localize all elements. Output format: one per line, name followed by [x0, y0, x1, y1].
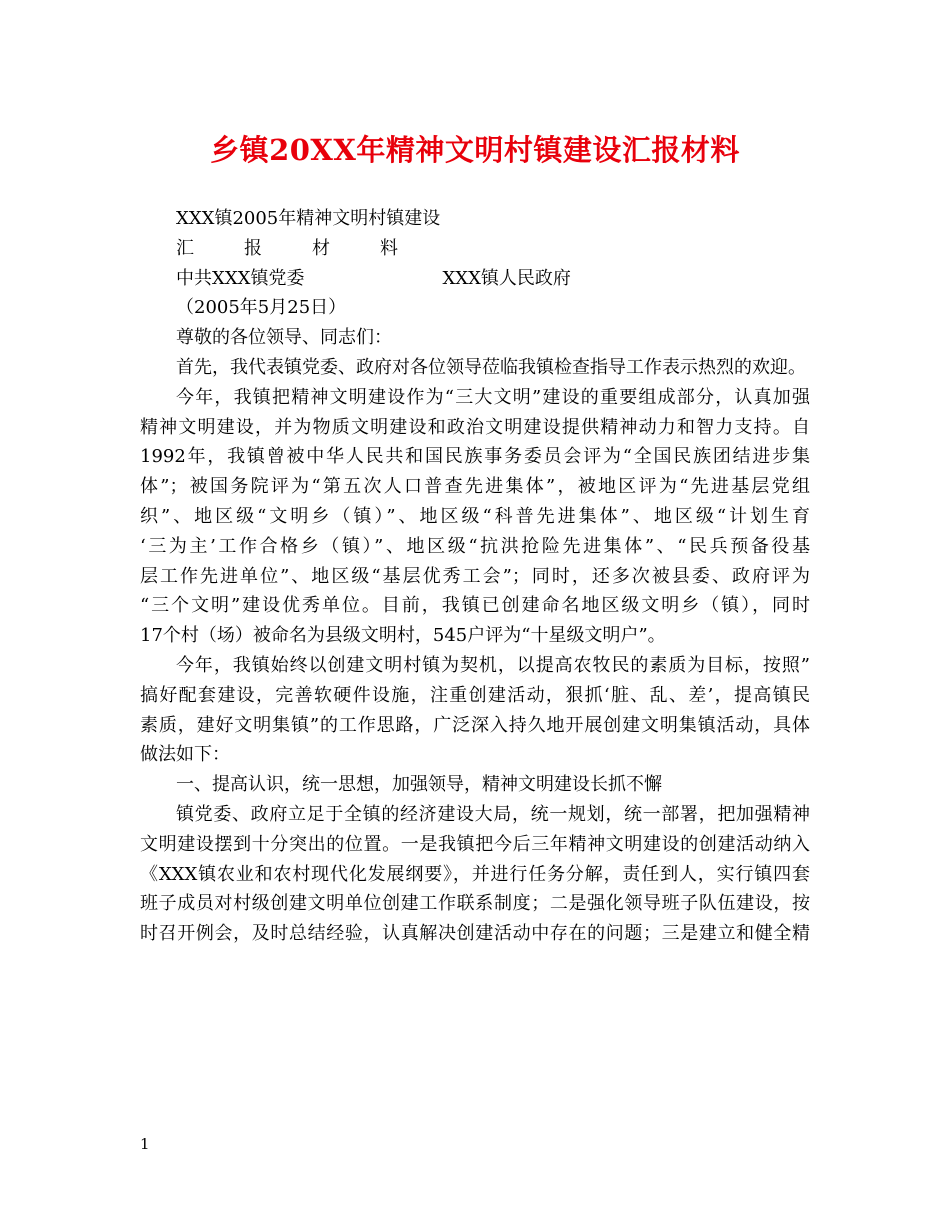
- body-line: 织”、地区级“文明乡（镇）”、地区级“科普先进集体”、地区级“计划生育: [140, 505, 810, 527]
- date-line: （2005年5月25日）: [176, 297, 347, 319]
- body-line: 素质，建好文明集镇”的工作思路，广泛深入持久地开展创建文明集镇活动，具体: [140, 714, 810, 736]
- body-line: 17个村（场）被命名为县级文明村，545户评为“十星级文明户”。: [140, 625, 666, 647]
- issuer-line: [140, 264, 810, 294]
- body-line: 体”；被国务院评为“第五次人口普查先进集体”，被地区评为“先进基层党组: [140, 476, 810, 498]
- report-heading: [140, 234, 810, 264]
- body-line: 文明建设摆到十分突出的位置。一是我镇把今后三年精神文明建设的创建活动纳入: [140, 833, 810, 855]
- document-title: 乡镇20XX年精神文明村镇建设汇报材料: [210, 133, 740, 167]
- town-government: XXX镇人民政府: [442, 267, 571, 289]
- party-committee: 中共XXX镇党委: [176, 267, 305, 289]
- report-char: 汇: [176, 237, 194, 259]
- body-line: 镇党委、政府立足于全镇的经济建设大局，统一规划，统一部署，把加强精神: [176, 803, 810, 825]
- body-line: 做法如下：: [140, 744, 230, 766]
- body-line: 精神文明建设，并为物质文明建设和政治文明建设提供精神动力和智力支持。自: [140, 416, 810, 438]
- body-line: 今年，我镇把精神文明建设作为“三大文明”建设的重要组成部分，认真加强: [176, 386, 810, 408]
- body-line: ‘三为主’工作合格乡（镇）”、地区级“抗洪抢险先进集体”、“民兵预备役基: [140, 535, 810, 557]
- salutation: 尊敬的各位领导、同志们：: [176, 327, 392, 349]
- report-char: 料: [380, 237, 398, 259]
- body-line: “三个文明”建设优秀单位。目前，我镇已创建命名地区级文明乡（镇），同时: [140, 595, 810, 617]
- document-body: [140, 204, 810, 949]
- body-line: 班子成员对村级创建文明单位创建工作联系制度；二是强化领导班子队伍建设，按: [140, 893, 810, 915]
- body-line: 今年，我镇始终以创建文明村镇为契机，以提高农牧民的素质为目标，按照”: [176, 654, 810, 676]
- body-line: 时召开例会，及时总结经验，认真解决创建活动中存在的问题；三是建立和健全精: [140, 923, 810, 945]
- body-text: [140, 353, 810, 949]
- report-char: 材: [312, 237, 330, 259]
- body-line: 1992年，我镇曾被中华人民共和国民族事务委员会评为“全国民族团结进步集: [140, 446, 810, 468]
- body-line: 首先，我代表镇党委、政府对各位领导莅临我镇检查指导工作表示热烈的欢迎。: [176, 356, 806, 378]
- body-line: 搞好配套建设，完善软硬件设施，注重创建活动，狠抓‘脏、乱、差’，提高镇民: [140, 684, 810, 706]
- report-char: 报: [244, 237, 262, 259]
- subtitle-line: XXX镇2005年精神文明村镇建设: [176, 208, 441, 229]
- body-line: 一、提高认识，统一思想，加强领导，精神文明建设长抓不懈: [176, 774, 662, 796]
- page-number: 1: [140, 1135, 150, 1153]
- body-line: 《XXX镇农业和农村现代化发展纲要》，并进行任务分解，责任到人，实行镇四套: [140, 863, 810, 885]
- body-line: 层工作先进单位”、地区级“基层优秀工会”；同时，还多次被县委、政府评为: [140, 565, 810, 587]
